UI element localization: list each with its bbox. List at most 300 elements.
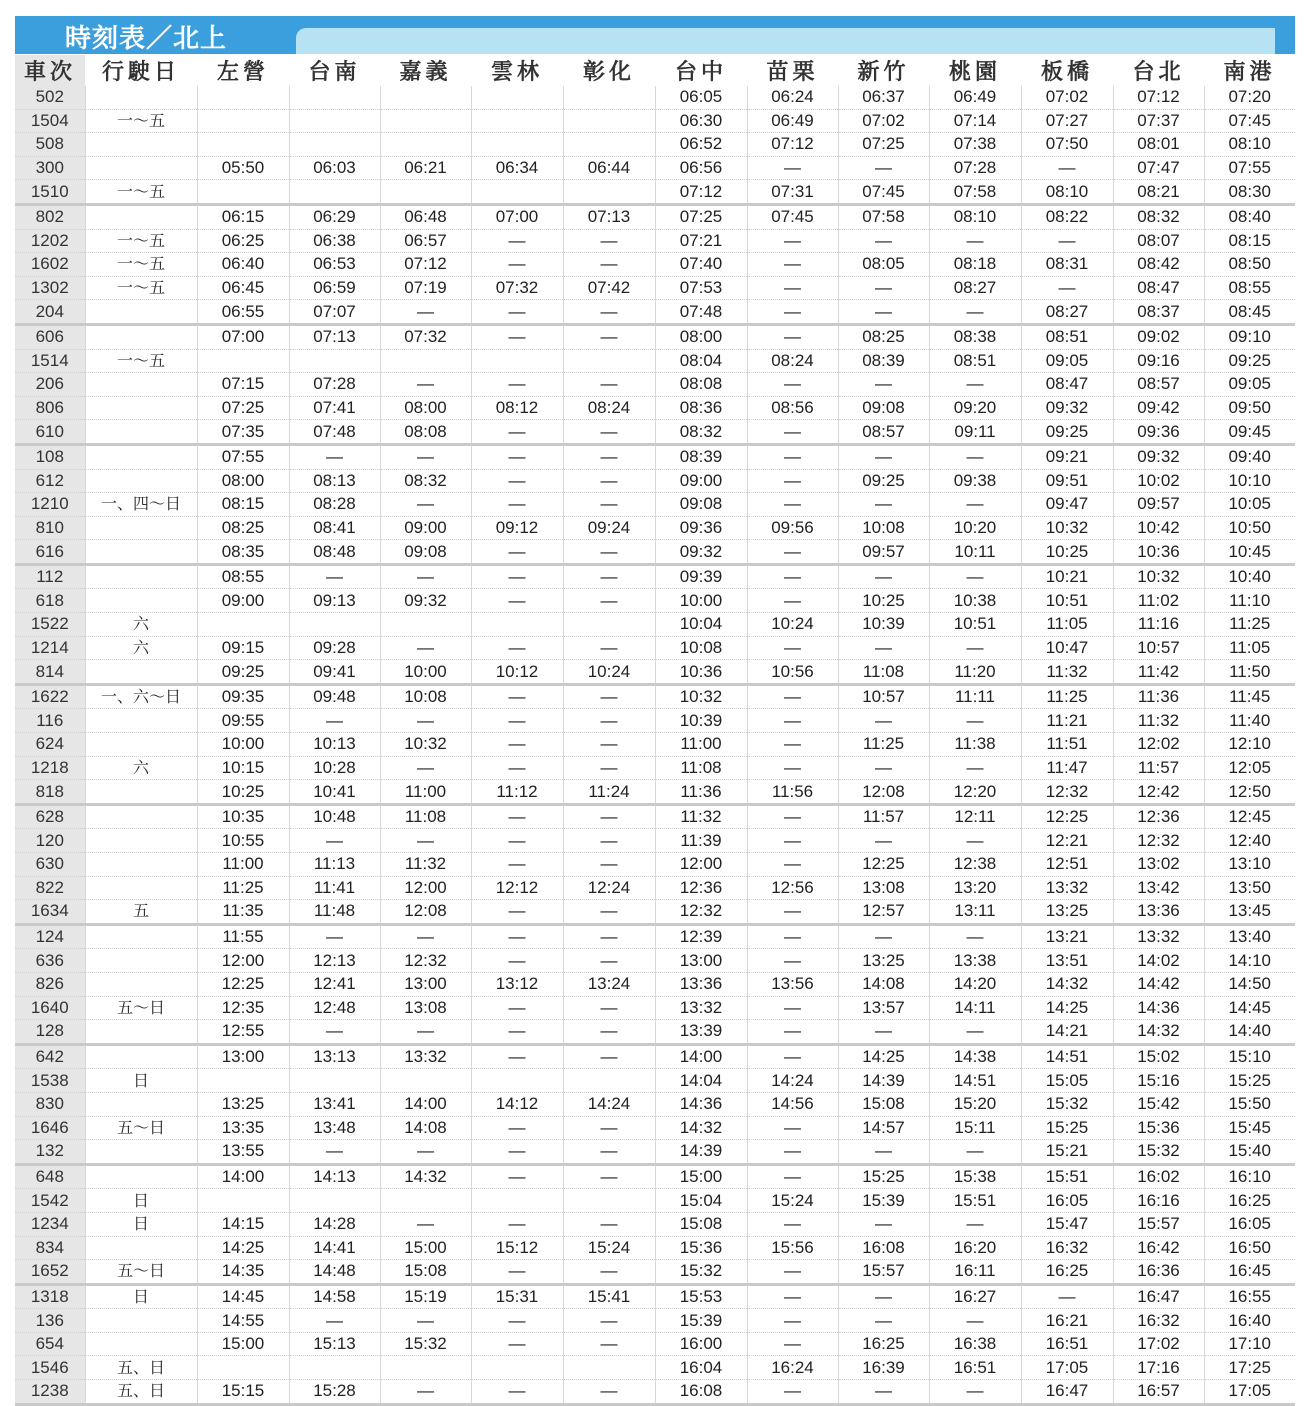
station-time: 08:25 [197,516,289,540]
station-time: 11:05 [1021,613,1113,637]
train-number: 1238 [15,1380,85,1405]
station-time: 14:13 [289,1164,380,1189]
station-time: — [471,564,563,589]
station-time: 08:57 [1113,373,1204,397]
station-time: 09:36 [1113,420,1204,445]
train-number: 810 [15,516,85,540]
station-time [563,180,655,205]
column-header: 南港 [1204,55,1295,86]
station-time: 13:25 [197,1092,289,1116]
station-time: 07:14 [929,109,1021,133]
station-time [197,1189,289,1213]
station-time: — [471,853,563,877]
station-time: 15:08 [655,1212,747,1236]
station-time: 08:28 [289,493,380,517]
operating-days [85,1140,197,1165]
station-time: 15:00 [197,1332,289,1356]
operating-days [85,1309,197,1333]
station-time: — [471,540,563,565]
train-number: 108 [15,444,85,469]
station-time: 12:32 [1113,829,1204,853]
station-time: — [471,1044,563,1069]
station-time: 07:21 [655,229,747,253]
station-time: 07:25 [655,204,747,229]
table-row [15,493,1295,517]
station-time: 10:28 [289,756,380,780]
operating-days [85,396,197,420]
table-row [15,109,1295,133]
station-time: 09:40 [1204,444,1295,469]
station-time: 10:10 [1204,469,1295,493]
operating-days [85,924,197,949]
station-time [380,613,471,637]
station-time: 16:24 [747,1356,838,1380]
station-time: 13:42 [1113,876,1204,900]
station-time: — [471,1332,563,1356]
station-time: 12:51 [1021,853,1113,877]
station-time [289,86,380,109]
station-time: 12:41 [289,972,380,996]
station-time: 14:00 [380,1092,471,1116]
station-time: 15:00 [655,1164,747,1189]
station-time [380,1356,471,1380]
station-time: 08:38 [929,324,1021,349]
station-time: 12:24 [563,876,655,900]
station-time: 17:25 [1204,1356,1295,1380]
station-time: — [838,564,929,589]
station-time: 11:08 [655,756,747,780]
operating-days: 五、日 [85,1380,197,1405]
station-time: 11:36 [655,780,747,805]
station-time: 07:55 [1204,156,1295,180]
station-time: 15:32 [1113,1140,1204,1165]
station-time: — [471,1140,563,1165]
station-time: 14:50 [1204,972,1295,996]
station-time: 14:00 [197,1164,289,1189]
station-time: 16:08 [655,1380,747,1405]
column-header: 新竹 [838,55,929,86]
station-time: — [563,589,655,613]
station-time: 08:51 [1021,324,1113,349]
train-number: 1634 [15,900,85,925]
station-time: 11:45 [1204,684,1295,709]
station-time: 07:07 [289,300,380,325]
station-time [380,1189,471,1213]
table-row [15,204,1295,229]
station-time: 06:37 [838,86,929,109]
station-time: 13:00 [380,972,471,996]
station-time: 15:13 [289,1332,380,1356]
station-time [197,1069,289,1093]
station-time: 12:00 [380,876,471,900]
station-time: 09:08 [380,540,471,565]
table-row [15,780,1295,805]
station-time: 17:05 [1021,1356,1113,1380]
station-time: 15:11 [929,1116,1021,1140]
station-time: 15:51 [1021,1164,1113,1189]
station-time: — [471,829,563,853]
station-time: 06:21 [380,156,471,180]
station-time: 15:05 [1021,1069,1113,1093]
station-time: 10:25 [838,589,929,613]
station-time: 12:32 [655,900,747,925]
table-row [15,349,1295,373]
station-time: 09:45 [1204,420,1295,445]
station-time: 06:53 [289,253,380,277]
station-time: 15:51 [929,1189,1021,1213]
station-time: 14:39 [838,1069,929,1093]
station-time: 16:11 [929,1260,1021,1285]
station-time: 07:28 [929,156,1021,180]
station-time: — [289,444,380,469]
station-time: 10:24 [747,613,838,637]
station-time: 14:41 [289,1236,380,1260]
station-time: 16:16 [1113,1189,1204,1213]
table-body [15,86,1295,1404]
station-time: 11:00 [655,733,747,757]
station-time [563,109,655,133]
train-number: 132 [15,1140,85,1165]
station-time: 11:00 [380,780,471,805]
station-time: 09:13 [289,589,380,613]
train-number: 124 [15,924,85,949]
station-time: — [929,924,1021,949]
station-time: — [563,853,655,877]
operating-days [85,972,197,996]
station-time: 15:32 [1021,1092,1113,1116]
table-row [15,996,1295,1020]
station-time: — [929,444,1021,469]
station-time: — [838,156,929,180]
station-time: 06:30 [655,109,747,133]
train-number: 502 [15,86,85,109]
operating-days [85,86,197,109]
station-time: 07:48 [655,300,747,325]
station-time: 07:12 [747,133,838,157]
table-row [15,444,1295,469]
train-number: 826 [15,972,85,996]
station-time: — [747,1116,838,1140]
station-time: 15:56 [747,1236,838,1260]
station-time: — [563,924,655,949]
station-time: 12:20 [929,780,1021,805]
station-time: — [563,709,655,733]
station-time: — [929,564,1021,589]
station-time: 07:25 [197,396,289,420]
station-time: 09:25 [1021,420,1113,445]
station-time: 11:13 [289,853,380,877]
station-time: 09:57 [838,540,929,565]
station-time: 11:25 [197,876,289,900]
table-row [15,804,1295,829]
station-time: — [929,829,1021,853]
station-time: 12:10 [1204,733,1295,757]
station-time: 12:50 [1204,780,1295,805]
station-time: 11:55 [197,924,289,949]
station-time: 14:57 [838,1116,929,1140]
station-time: 07:13 [289,324,380,349]
station-time: — [838,829,929,853]
operating-days [85,949,197,973]
station-time: 07:12 [1113,86,1204,109]
table-row [15,613,1295,637]
station-time: 08:22 [1021,204,1113,229]
station-time: 11:25 [1204,613,1295,637]
station-time: 08:51 [929,349,1021,373]
station-time: 12:45 [1204,804,1295,829]
station-time: — [563,804,655,829]
station-time: 10:24 [563,660,655,685]
station-time: 09:12 [471,516,563,540]
station-time: 15:16 [1113,1069,1204,1093]
station-time: 13:12 [471,972,563,996]
station-time: 09:16 [1113,349,1204,373]
station-time: — [471,253,563,277]
station-time [563,613,655,637]
train-number: 802 [15,204,85,229]
operating-days: 一～五 [85,276,197,300]
station-time: 12:13 [289,949,380,973]
station-time: — [471,1260,563,1285]
train-number: 814 [15,660,85,685]
station-time: 10:40 [1204,564,1295,589]
operating-days: 五～日 [85,996,197,1020]
station-time: — [471,373,563,397]
station-time: 14:24 [747,1069,838,1093]
station-time: 14:32 [1021,972,1113,996]
station-time: 12:25 [838,853,929,877]
operating-days [85,1092,197,1116]
station-time: — [289,1140,380,1165]
station-time: — [929,1020,1021,1045]
table-row [15,949,1295,973]
station-time: 13:36 [1113,900,1204,925]
station-time: 10:32 [655,684,747,709]
station-time: 16:57 [1113,1380,1204,1405]
operating-days: 五、日 [85,1356,197,1380]
station-time: 09:28 [289,636,380,660]
station-time: 15:25 [838,1164,929,1189]
station-time: 15:24 [563,1236,655,1260]
column-header: 雲林 [471,55,563,86]
station-time: 16:42 [1113,1236,1204,1260]
train-number: 616 [15,540,85,565]
station-time: — [563,1309,655,1333]
station-time: 06:56 [655,156,747,180]
train-number: 1602 [15,253,85,277]
station-time: 08:42 [1113,253,1204,277]
station-time: 14:28 [289,1212,380,1236]
station-time: 14:20 [929,972,1021,996]
station-time: — [563,444,655,469]
station-time [380,86,471,109]
station-time: 06:03 [289,156,380,180]
station-time: 10:38 [929,589,1021,613]
station-time: 10:57 [838,684,929,709]
station-time: 09:41 [289,660,380,685]
table-row [15,324,1295,349]
station-time: 08:05 [838,253,929,277]
train-number: 636 [15,949,85,973]
station-time: 15:25 [1021,1116,1113,1140]
train-number: 1546 [15,1356,85,1380]
operating-days [85,876,197,900]
station-time: — [838,1380,929,1405]
operating-days [85,660,197,685]
station-time: — [471,709,563,733]
station-time [471,613,563,637]
station-time: 16:25 [1204,1189,1295,1213]
station-time: 09:56 [747,516,838,540]
train-number: 300 [15,156,85,180]
station-time: — [563,684,655,709]
train-number: 1522 [15,613,85,637]
station-time [197,349,289,373]
station-time: 10:25 [197,780,289,805]
station-time: 09:05 [1021,349,1113,373]
station-time: — [563,756,655,780]
station-time: 08:21 [1113,180,1204,205]
station-time: — [747,853,838,877]
station-time [471,86,563,109]
station-time: — [747,709,838,733]
station-time: — [471,1212,563,1236]
train-number: 1302 [15,276,85,300]
station-time: 15:41 [563,1284,655,1309]
station-time: 07:25 [838,133,929,157]
station-time: 13:25 [838,949,929,973]
operating-days [85,204,197,229]
station-time: 14:45 [197,1284,289,1309]
operating-days [85,589,197,613]
station-time: — [289,829,380,853]
station-time: — [747,589,838,613]
station-time: — [471,1020,563,1045]
station-time: 06:29 [289,204,380,229]
station-time: 15:47 [1021,1212,1113,1236]
operating-days: 日 [85,1189,197,1213]
station-time: 06:25 [197,229,289,253]
station-time: 11:40 [1204,709,1295,733]
station-time: 14:42 [1113,972,1204,996]
table-row [15,1212,1295,1236]
station-time: 08:30 [1204,180,1295,205]
station-time: 13:00 [197,1044,289,1069]
station-time: 10:08 [380,684,471,709]
train-number: 1646 [15,1116,85,1140]
station-time: 06:15 [197,204,289,229]
station-time: — [563,1140,655,1165]
station-time: — [471,1164,563,1189]
station-time: 09:32 [655,540,747,565]
table-row [15,253,1295,277]
station-time: 10:32 [1113,564,1204,589]
train-number: 1202 [15,229,85,253]
operating-days [85,1332,197,1356]
station-time: — [747,1260,838,1285]
station-time: 08:13 [289,469,380,493]
station-time: 13:11 [929,900,1021,925]
station-time: 08:31 [1021,253,1113,277]
train-number: 1538 [15,1069,85,1093]
station-time: 11:10 [1204,589,1295,613]
station-time: — [747,276,838,300]
station-time: — [563,1380,655,1405]
station-time: 12:35 [197,996,289,1020]
operating-days [85,804,197,829]
station-time: 16:32 [1113,1309,1204,1333]
station-time: 14:21 [1021,1020,1113,1045]
station-time: — [563,733,655,757]
station-time: — [380,756,471,780]
station-time: 09:05 [1204,373,1295,397]
station-time: 10:35 [197,804,289,829]
train-number: 1214 [15,636,85,660]
station-time: 09:00 [380,516,471,540]
station-time: — [380,1309,471,1333]
station-time [471,349,563,373]
station-time: 16:02 [1113,1164,1204,1189]
station-time: 16:47 [1021,1380,1113,1405]
operating-days: 五～日 [85,1116,197,1140]
station-time [197,133,289,157]
station-time: 11:57 [838,804,929,829]
station-time: 16:38 [929,1332,1021,1356]
station-time: 16:21 [1021,1309,1113,1333]
station-time: 14:51 [1021,1044,1113,1069]
table-row [15,396,1295,420]
station-time: 14:24 [563,1092,655,1116]
table-row [15,924,1295,949]
station-time: 13:32 [1113,924,1204,949]
station-time: 08:47 [1021,373,1113,397]
station-time: 07:55 [197,444,289,469]
station-time: — [380,709,471,733]
station-time: 14:15 [197,1212,289,1236]
station-time: 14:32 [380,1164,471,1189]
station-time: 14:12 [471,1092,563,1116]
station-time: — [380,1380,471,1405]
station-time: — [747,636,838,660]
station-time: 10:02 [1113,469,1204,493]
table-row [15,636,1295,660]
station-time: 10:12 [471,660,563,685]
station-time: 06:49 [747,109,838,133]
station-time: — [929,1309,1021,1333]
station-time: 06:57 [380,229,471,253]
station-time: 08:24 [563,396,655,420]
station-time: 09:38 [929,469,1021,493]
station-time [380,1069,471,1093]
station-time: 09:02 [1113,324,1204,349]
station-time [289,613,380,637]
station-time: 07:00 [471,204,563,229]
station-time: — [471,493,563,517]
station-time: 07:12 [655,180,747,205]
station-time: — [471,1116,563,1140]
station-time: 08:10 [929,204,1021,229]
station-time: 13:32 [655,996,747,1020]
table-row [15,86,1295,109]
station-time: — [289,1020,380,1045]
station-time: 13:38 [929,949,1021,973]
station-time [289,1189,380,1213]
station-time: 14:32 [1113,1020,1204,1045]
station-time: 08:47 [1113,276,1204,300]
station-time: 08:39 [655,444,747,469]
station-time: 06:24 [747,86,838,109]
train-number: 624 [15,733,85,757]
